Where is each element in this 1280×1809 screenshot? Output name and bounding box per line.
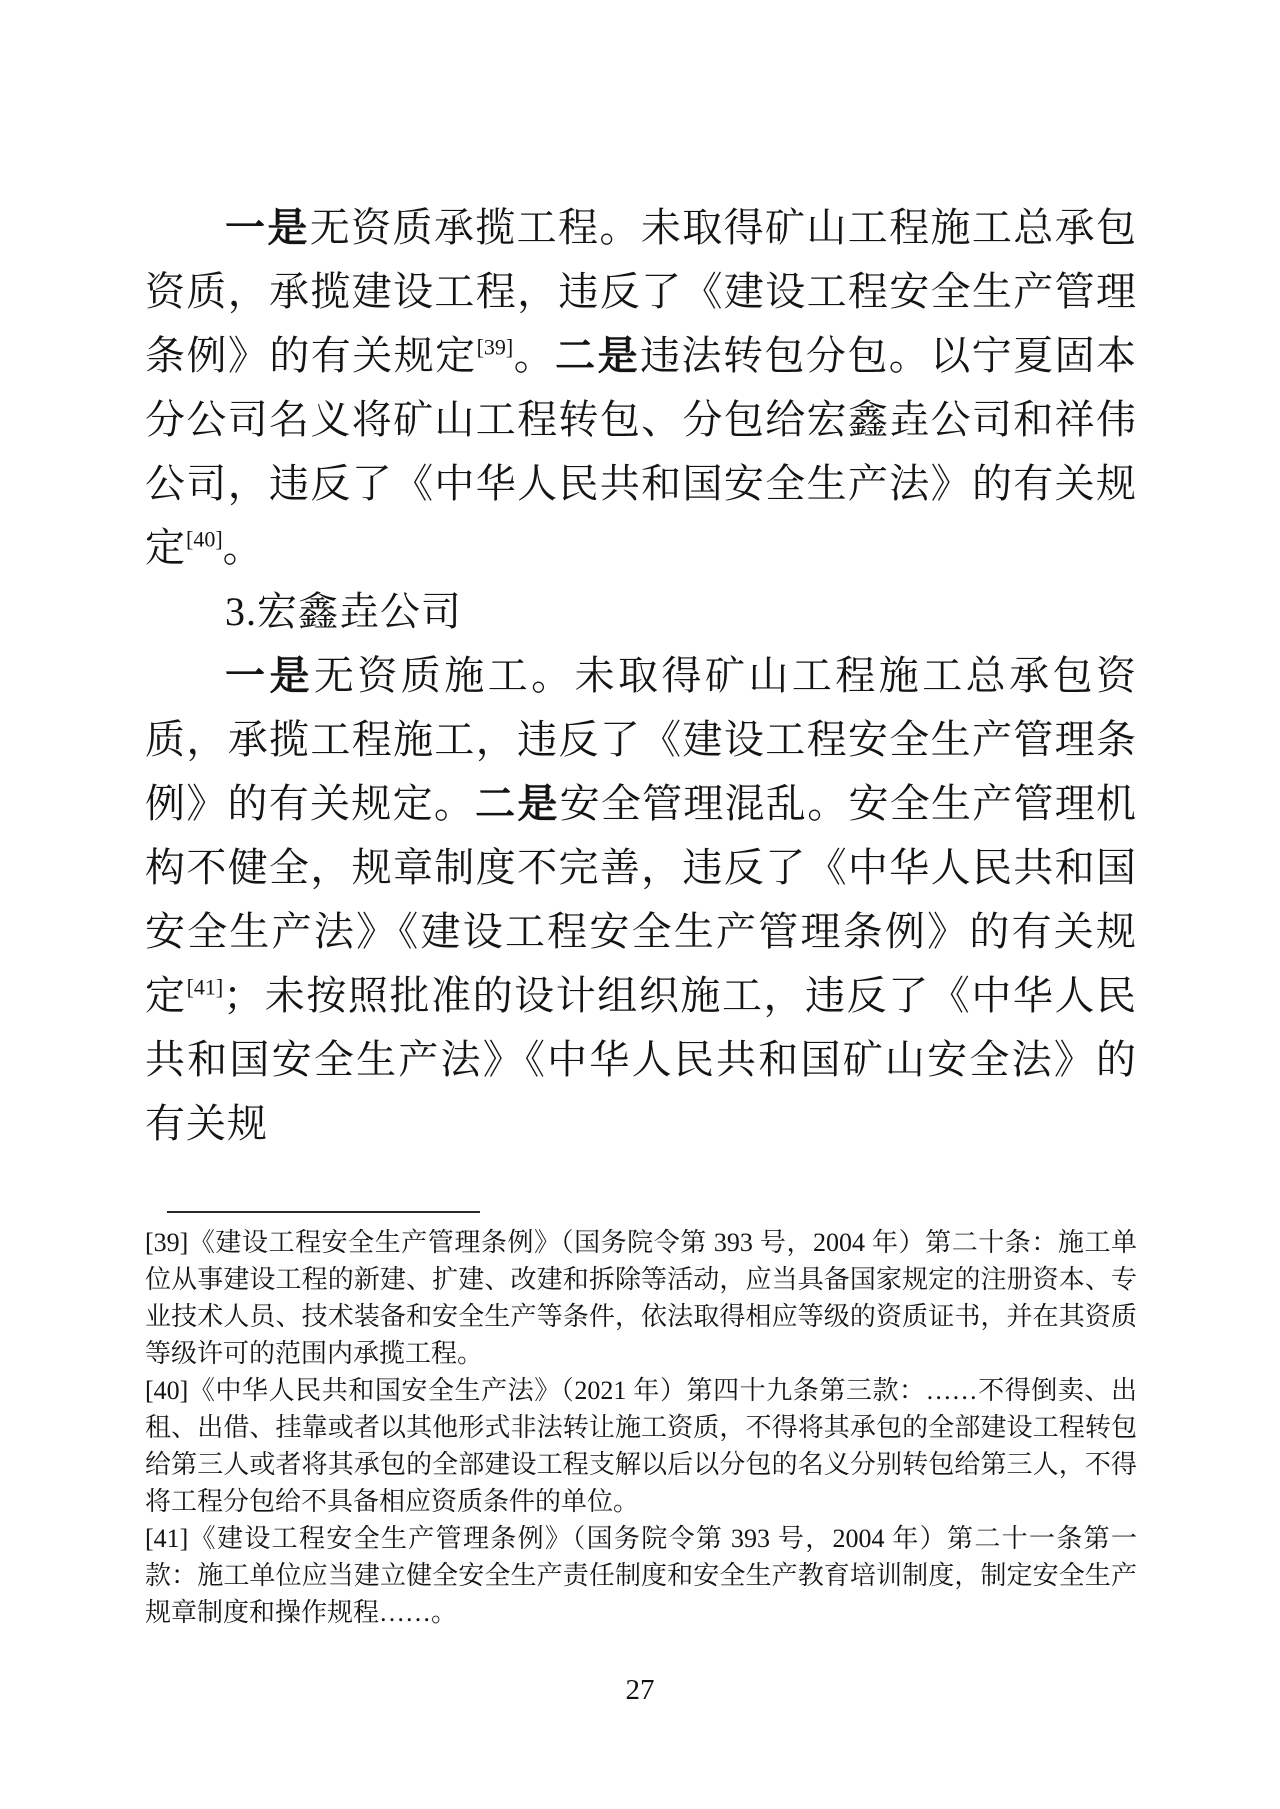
text-run: 无资质承揽工程。未取得矿山工程施工总承包资质，承揽建设工程，违反了《建设工程安全生产管理条例》的有关规定 (145, 205, 1138, 378)
text-run: 违法转包分包。以宁夏固本分公司名义将矿山工程转包、分包给宏鑫垚公司和祥伟公司，违反了《中华人民共和国安全生产法》的有关规定 (145, 333, 1138, 570)
text-run: 。 (513, 333, 556, 378)
text-run: 3.宏鑫垚公司 (225, 589, 462, 634)
footnote-text: 《建设工程安全生产管理条例》（国务院令第 393 号，2004 年）第二十条：施工单位从事建设工程的新建、扩建、改建和拆除等活动，应当具备国家规定的注册资本、专业技术人员、技术装备和安全生产等条件，依法取得相应等级的资质证书，并在其资质等级许可的范围内承揽工程。 (145, 1228, 1137, 1368)
body-paragraph (145, 644, 1137, 1156)
footnotes-block (145, 1224, 1137, 1631)
footnote-ref: [39] (476, 334, 514, 360)
body-text-block (145, 196, 1137, 1156)
bold-run: 一是 (225, 654, 314, 698)
bold-run: 二是 (555, 334, 641, 378)
footnote-text: 《建设工程安全生产管理条例》（国务院令第 393 号，2004 年）第二十一条第一款：施工单位应当建立健全安全生产责任制度和安全生产教育培训制度，制定安全生产规章制度和操作规程……。 (145, 1524, 1137, 1627)
text-run: ；未按照批准的设计组织施工，违反了《中华人民共和国安全生产法》《中华人民共和国矿山安全法》的有关规 (145, 973, 1138, 1146)
footnote-marker: [41] (145, 1524, 189, 1553)
footnote (145, 1372, 1137, 1520)
bold-run: 一是 (225, 206, 310, 250)
footnote-ref: [41] (186, 974, 224, 1000)
footnote-ref: [40] (186, 526, 223, 552)
footnote-marker: [40] (145, 1376, 189, 1405)
text-run: 安全管理混乱。安全生产管理机构不健全，规章制度不完善，违反了《中华人民共和国安全生产法》《建设工程安全生产管理条例》的有关规定 (145, 781, 1138, 1018)
text-run: 无资质施工。未取得矿山工程施工总承包资质，承揽工程施工，违反了《建设工程安全生产管理条例》的有关规定。 (145, 653, 1138, 826)
footnote (145, 1224, 1137, 1372)
body-paragraph (145, 196, 1137, 580)
section-heading (145, 580, 1137, 644)
footnote-text: 《中华人民共和国安全生产法》（2021 年）第四十九条第三款：……不得倒卖、出租、出借、挂靠或者以其他形式非法转让施工资质，不得将其承包的全部建设工程转包给第三人或者将其承包的全部建设工程支解以后以分包的名义分别转包给第三人，不得将工程分包给不具备相应资质条件的单位。 (145, 1376, 1137, 1516)
footnote (145, 1520, 1137, 1631)
page-number: 27 (625, 1674, 655, 1706)
bold-run: 二是 (475, 782, 560, 826)
text-run: 。 (222, 525, 264, 570)
footnote-marker: [39] (145, 1228, 189, 1257)
footnote-separator (167, 1211, 480, 1213)
